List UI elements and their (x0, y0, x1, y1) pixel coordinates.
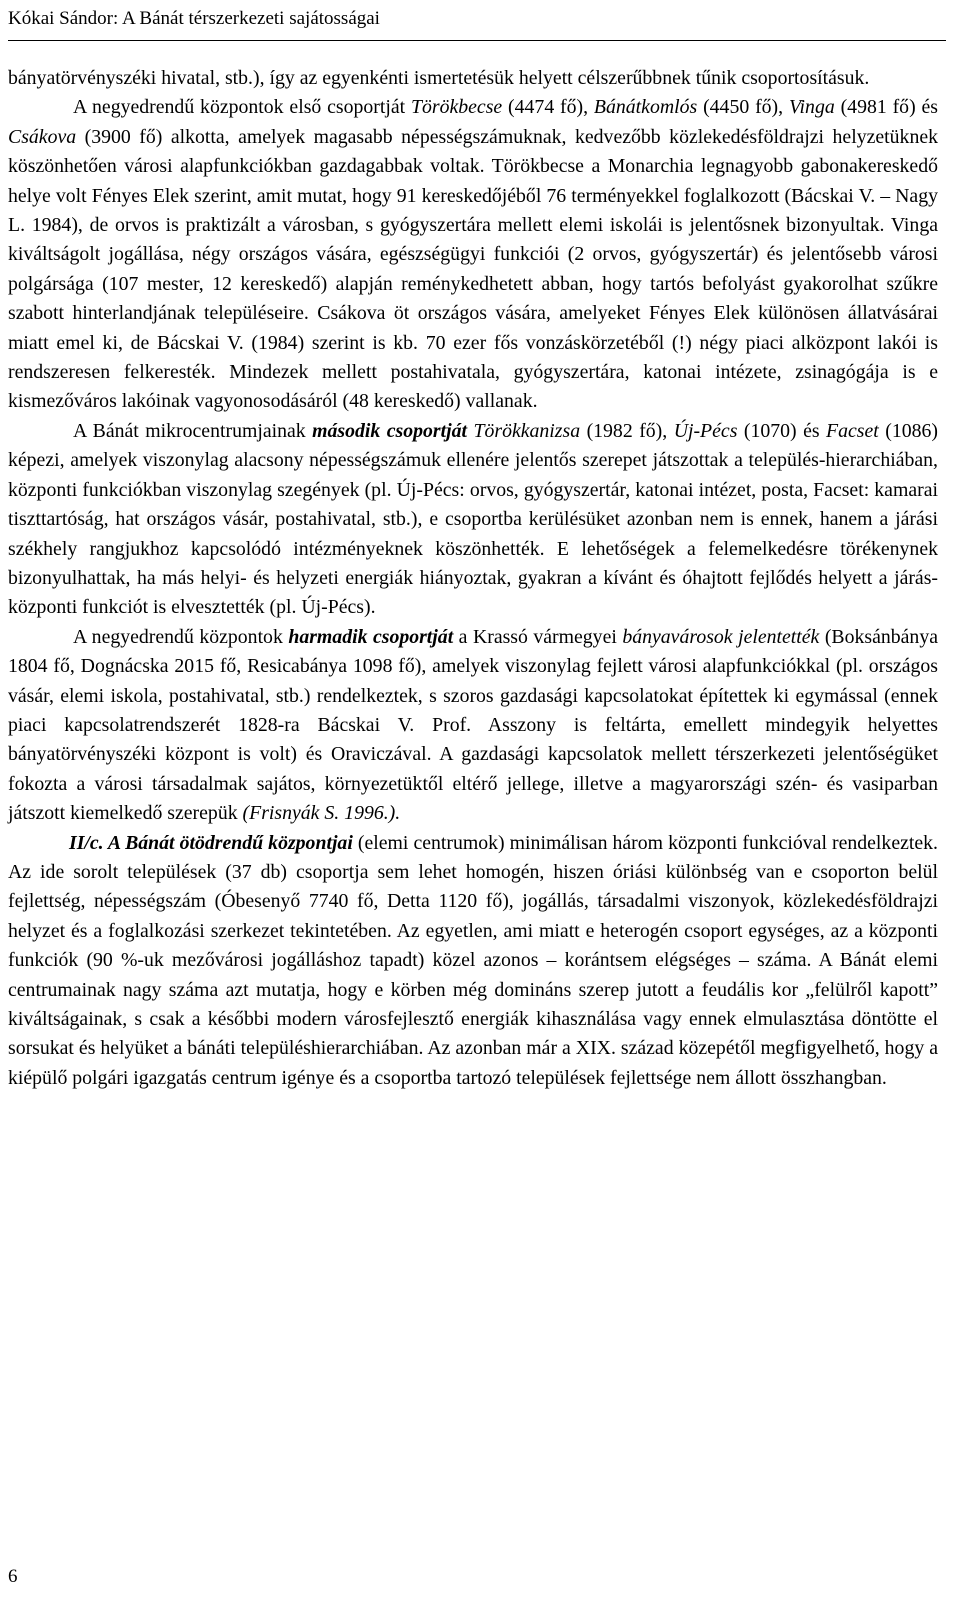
text-run: (3900 fő) alkotta, amelyek magasabb népességszámuknak, kedvezőbb közlekedésföldrajzi helyzetüknek köszönhetően városi alapfunkciókban gazdagabbak voltak. Törökbecse a Monarchia legnagyobb gabonakereskedő helye volt Fényes Elek szerint, amit mutat, hogy 91 kereskedőjéből 76 terményekkel foglalkozott (Bácskai V. – Nagy L. 1984), de orvos is praktizált a városban, s gyógyszertára mellett elemi iskolái is jelentősnek bizonyultak. Vinga kiváltságolt jogállása, négy országos vására, egészségügyi funkciói (2 orvos, gyógyszertár) és jelentősebb városi polgársága (107 mester, 12 kereskedő) alapján reménykedhetett abban, hogy tartós befolyást gyakorolhat szűkre szabott hinterlandjának településeire. Csákova öt országos vására, amelyeket Fényes Elek különösen állatvásárai miatt emel ki, de Bácskai V. (1984) szerint is kb. 70 ezer fős vonzáskörzetéből (!) négy piaci alközpont lakói is rendszeresen felkeresték. Mindezek mellett postahivatala, gyógyszertára, katonai intézete, zsinagógája is e kismezőváros lakóinak vagyonosodásáról (48 kereskedő) vallanak. (8, 125, 938, 413)
text-run: A Bánát mikrocentrumjainak (73, 419, 313, 442)
italic-run: Facset (826, 419, 879, 442)
italic-run: Törökbecse (411, 96, 503, 119)
paragraph (8, 623, 938, 829)
running-header: Kókai Sándor: A Bánát térszerkezeti sajátosságai (8, 8, 380, 29)
paragraph (8, 829, 938, 1094)
bold-italic-run: II/c. A Bánát ötödrendű központjai (69, 831, 353, 854)
body-text (8, 64, 938, 1093)
italic-run: Csákova (8, 125, 77, 148)
paragraph (8, 417, 938, 623)
text-run: (1982 fő), (580, 419, 674, 442)
text-run: (elemi centrumok) minimálisan három központi funkcióval rendelkeztek. Az ide sorolt települések (37 db) csoportja sem lehet homogén, hiszen óriási különbség van e csoporton belül fejlettség, népességszám (Óbesenyő 7740 fő, Detta 1120 fő), jogállás, társadalmi viszonyok, közlekedésföldrajzi helyzet és a foglalkozási szerkezet tekintetében. Az egyetlen, ami miatt e heterogén csoport egységes, az a központi funkciók (90 %-uk mezővárosi jogálláshoz tapadt) közel azonos – korántsem elégséges – száma. A Bánát elemi centrumainak nagy száma azt mutatja, hogy e körben még domináns szerep jutott a feudális kor „felülről kapott” kiváltságainak, s csak a későbbi modern városfejlesztő energiák kihasználása vagy ennek elmulasztása döntötte el sorsukat és helyüket a bánáti településhierarchiában. Az azonban már a XIX. század közepétől megfigyelhető, hogy a kiépülő polgári igazgatás centrum igénye és a csoportba tartozó települések fejlettsége nem állott összhangban. (8, 831, 938, 1089)
paragraph (8, 93, 938, 416)
text-run: (4474 fő), (502, 96, 594, 119)
text-run: (1070) és (737, 419, 827, 442)
bold-italic-run: második csoportját (312, 419, 467, 442)
text-run: A negyedrendű központok (73, 625, 289, 648)
text-run: (1086) képezi, amelyek viszonylag alacsony népességszámuk ellenére jelentős szerepet játszottak a település-hierarchiában, központi funkciókban viszonylag szegények (pl. Új-Pécs: orvos, gyógyszertár, katonai intézet, posta, Facset: kamarai tiszttartóság, hat országos vásár, postahivatal, stb.), e csoportba kerülésüket azonban nem is ennek, hanem a járási székhely rangjukhoz kapcsolódó intézményeknek köszönhették. E lehetőségek a felemelkedésre törékenynek bizonyulhattak, ha más helyi- és helyzeti energiák hiányoztak, gyakran a kívánt és óhajtott fejlődés helyett a járás-központi funkciót is elvesztették (pl. Új-Pécs). (8, 419, 938, 619)
paragraph (8, 64, 938, 93)
text-run: a Krassó vármegyei (453, 625, 623, 648)
text-run: (4450 fő), (697, 96, 789, 119)
text-run: A negyedrendű központok első csoportját (73, 96, 411, 119)
page-number: 6 (8, 1566, 18, 1587)
text-run: (4981 fő) és (834, 96, 938, 119)
italic-run: (Frisnyák S. 1996.). (242, 802, 401, 825)
text-run: (Boksánbánya 1804 fő, Dognácska 2015 fő, Resicabánya 1098 fő), amelyek viszonylag fejlett városi alapfunkciókkal (pl. országos vásár, elemi iskola, postahivatal, stb.) rendelkeztek, s szoros gazdasági kapcsolatokat építettek ki egymással (ennek piaci kapcsolatrendszerét 1828-ra Bácskai V. Prof. Asszony is feltárta, emellett mindegyik helyettes bányatörvényszéki központ is volt) és Oraviczával. A gazdasági kapcsolatok mellett térszerkezeti jelentőségüket fokozta a városi társadalmak sajátos, környezetüktől eltérő jellege, illetve a magyarországi szén- és vasiparban játszott kiemelkedő szerepük (8, 625, 938, 825)
bold-italic-run: harmadik csoportját (288, 625, 454, 648)
italic-run: Bánátkomlós (593, 96, 698, 119)
italic-run: bányavárosok jelentették (622, 625, 820, 648)
italic-run: Vinga (788, 96, 835, 119)
italic-run: Törökkanizsa (473, 419, 581, 442)
text-run: bányatörvényszéki hivatal, stb.), így az egyenkénti ismertetésük helyett célszerűbbnek tűnik csoportosításuk. (8, 67, 870, 89)
italic-run: Új-Pécs (673, 419, 738, 442)
header-divider (8, 40, 946, 41)
